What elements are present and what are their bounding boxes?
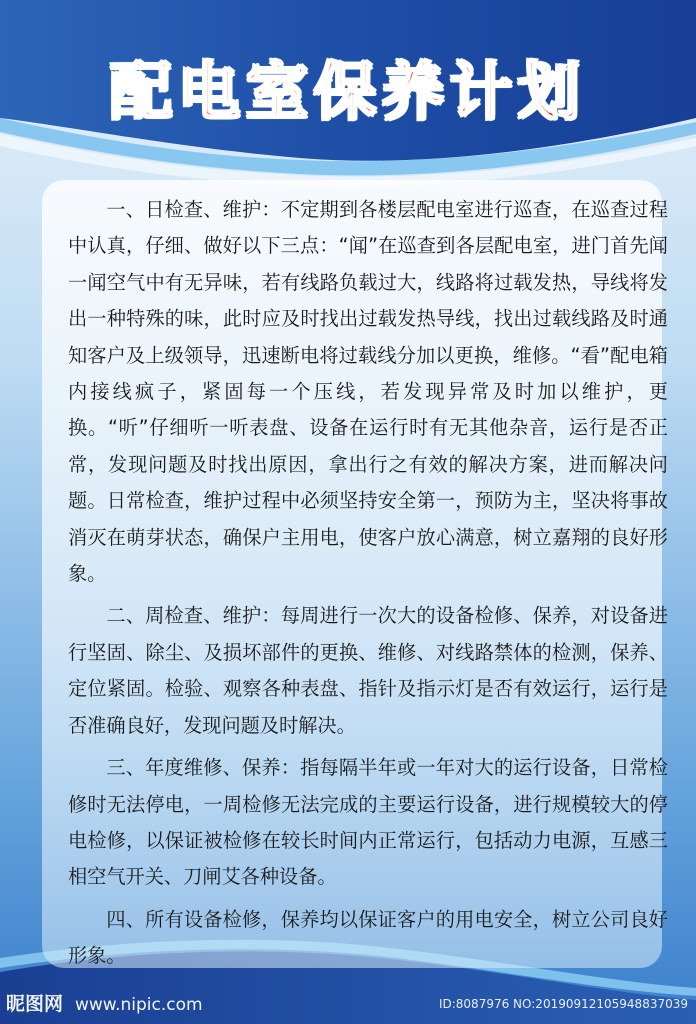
watermark-brand-name: 昵图网 [6,993,64,1015]
page-title: 配电室保养计划 [109,55,586,128]
watermark-brand [6,988,203,1020]
paragraph-all-equipment: 四、所有设备检修，保养均以保证客户的用电安全，树立公司良好形象。 [68,907,668,968]
paragraph-annual: 三、年度维修、保养：指每隔半年或一年对大的运行设备，日常检修时无法停电，一周检修无法完成的主要运行设备，进行规模较大的停电检修，以保证被检修在较长时间内正常运行，包括动力电源，互感三相空气开关、刀闸艾各种设备。 [68,756,668,889]
paragraph-weekly: 二、周检查、维护：每周进行一次大的设备检修、保养，对设备进行坚固、除尘、及损坏部件的更换、维修、对线路禁体的检测，保养、定位紧固。检验、观察各种表盘、指针及指示灯是否有效运行，运行是否准确良好，发现问题及时解决。 [68,604,668,737]
watermark-id: ID:8087976 NO:20190912105948837039 [438,997,688,1011]
paragraph-daily: 一、日检查、维护：不定期到各楼层配电室进行巡查，在巡查过程中认真，仔细、做好以下三点：“闻”在巡查到各层配电室，进门首先闻一闻空气中有无异味，若有线路负载过大，线路将过载发热，导线将发出一种特殊的味，此时应及时找出过载发热导线，找出过载线路及时通知客户及上级领导，迅速断电将过载线分加以更换，维修。“看”配电箱内接线疯子，紧固每一个压线，若发现异常及时加以维护，更换。“听”仔细听一听表盘、设备在运行时有无其他杂音，运行是否正常，发现问题及时找出原因，拿出行之有效的解决方案，进而解决问题。日常检查，维护过程中必须坚持安全第一，预防为主，坚决将事故消灭在萌芽状态，确保户主用电，使客户放心满意，树立嘉翔的良好形象。 [68,198,668,586]
plan-content [68,192,668,981]
watermark-url: www.nipic.com [74,995,203,1015]
